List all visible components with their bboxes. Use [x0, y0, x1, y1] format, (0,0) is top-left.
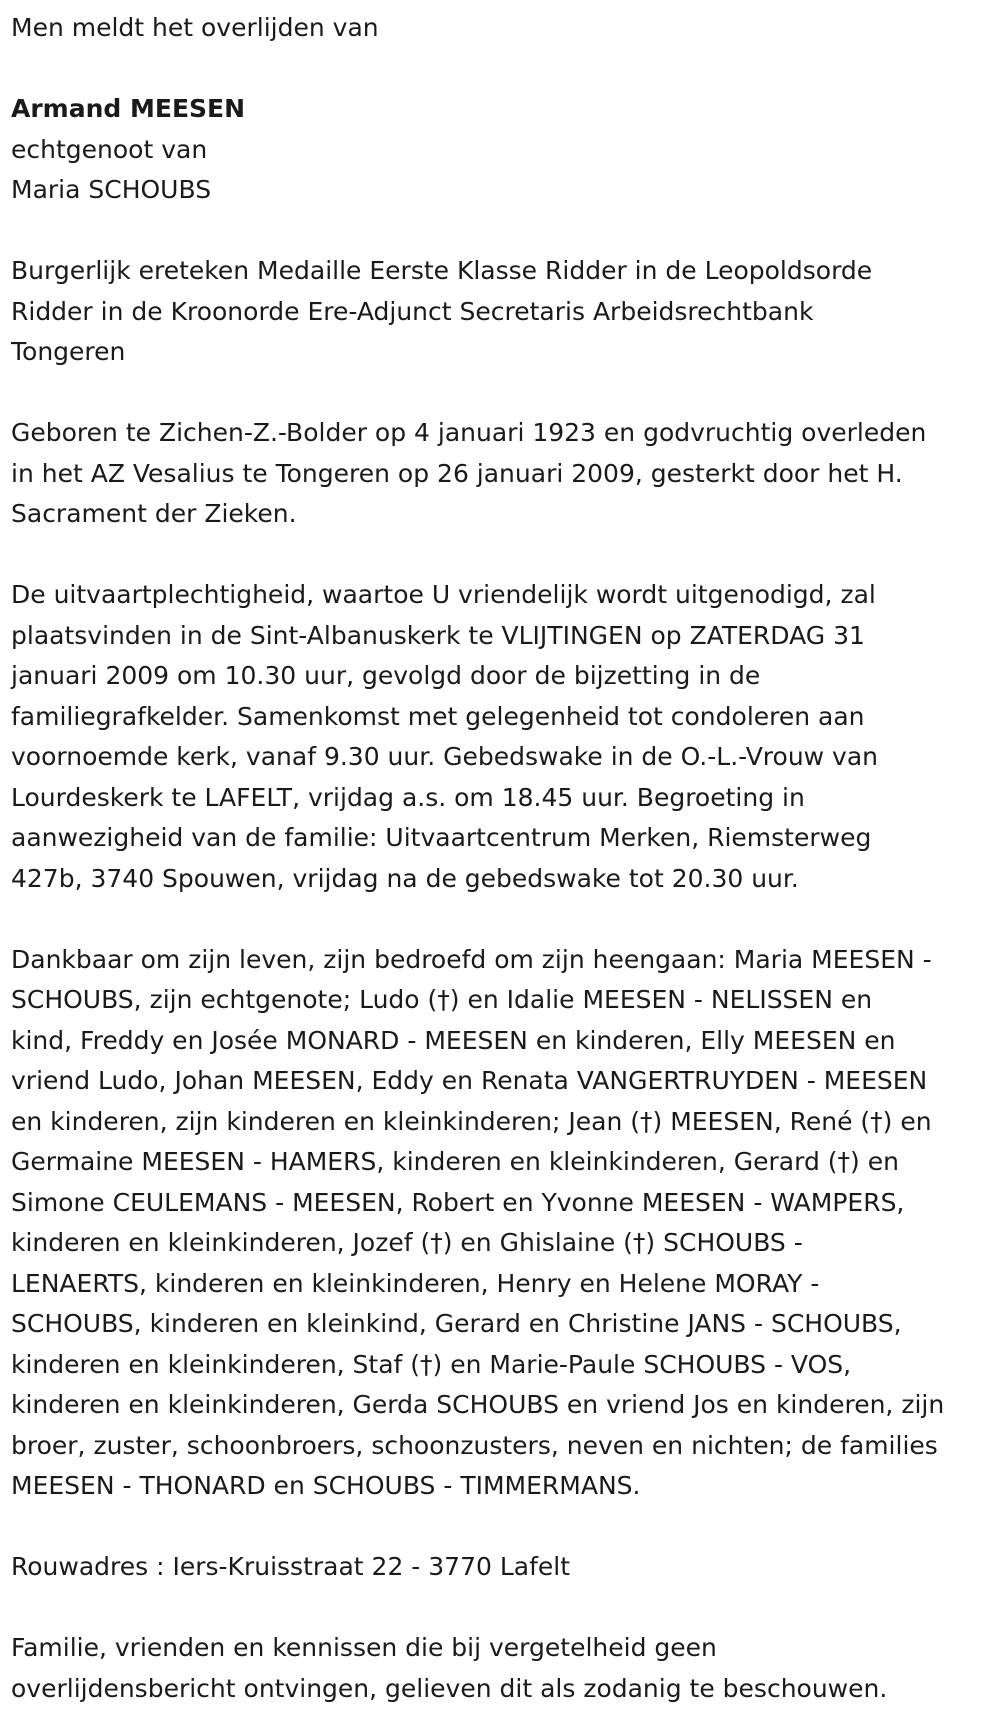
deceased-name: Armand MEESEN — [11, 94, 246, 123]
intro-line: Men meldt het overlijden van — [11, 13, 379, 42]
funeral-paragraph: De uitvaartplechtigheid, waartoe U vriendelijk wordt uitgenodigd, zal plaatsvinden in de Sint-Albanuskerk te VLIJTINGEN op ZATERDAG 31 januari 2009 om 10.30 uur, gevolgd door de bijzetting in de familiegrafkelder. Samenkomst met gelegenheid tot condoleren aan voornoemde kerk, vanaf 9.30 uur. Gebedswake in de O.-L.-Vrouw van Lourdeskerk te LAFELT, vrijdag a.s. om 18.45 uur. Begroeting in aanwezigheid van de familie: Uitvaartcentrum Merken, Riemsterweg 427b, 3740 Spouwen, vrijdag na de gebedswake tot 20.30 uur. — [11, 580, 879, 893]
birth-death-paragraph: Geboren te Zichen-Z.-Bolder op 4 januari 1923 en godvruchtig overleden in het AZ Vesalius te Tongeren op 26 januari 2009, gesterkt door het H. Sacrament der Zieken. — [11, 418, 927, 528]
honours-paragraph: Burgerlijk ereteken Medaille Eerste Klasse Ridder in de Leopoldsorde Ridder in de Kroonorde Ere-Adjunct Secretaris Arbeidsrechtbank Tongeren — [11, 256, 873, 366]
closing-paragraph: Familie, vrienden en kennissen die bij vergetelheid geen overlijdensbericht ontvingen, gelieven dit als zodanig te beschouwen. — [11, 1633, 888, 1703]
mourning-address: Rouwadres : Iers-Kruisstraat 22 - 3770 Lafelt — [11, 1552, 571, 1581]
spouse-name: Maria SCHOUBS — [11, 175, 212, 204]
family-paragraph: Dankbaar om zijn leven, zijn bedroefd om zijn heengaan: Maria MEESEN - SCHOUBS, zijn echtgenote; Ludo (†) en Idalie MEESEN - NELISSEN en kind, Freddy en Josée MONARD - MEESEN en kinderen, Elly MEESEN en vriend Ludo, Johan MEESEN, Eddy en Renata VANGERTRUYDEN - MEESEN en kinderen, zijn kinderen en kleinkinderen; Jean (†) MEESEN, René (†) en Germaine MEESEN - HAMERS, kinderen en kleinkinderen, Gerard (†) en Simone CEULEMANS - MEESEN, Robert en Yvonne MEESEN - WAMPERS, kinderen en kleinkinderen, Jozef (†) en Ghislaine (†) SCHOUBS - LENAERTS, kinderen en kleinkinderen, Henry en Helene MORAY - SCHOUBS, kinderen en kleinkind, Gerard en Christine JANS - SCHOUBS, kinderen en kleinkinderen, Staf (†) en Marie-Paule SCHOUBS - VOS, kinderen en kleinkinderen, Gerda SCHOUBS en vriend Jos en kinderen, zijn broer, zuster, schoonbroers, schoonzusters, neven en nichten; de families MEESEN - THONARD en SCHOUBS - TIMMERMANS. — [11, 944, 945, 1500]
spouse-label: echtgenoot van — [11, 134, 208, 164]
